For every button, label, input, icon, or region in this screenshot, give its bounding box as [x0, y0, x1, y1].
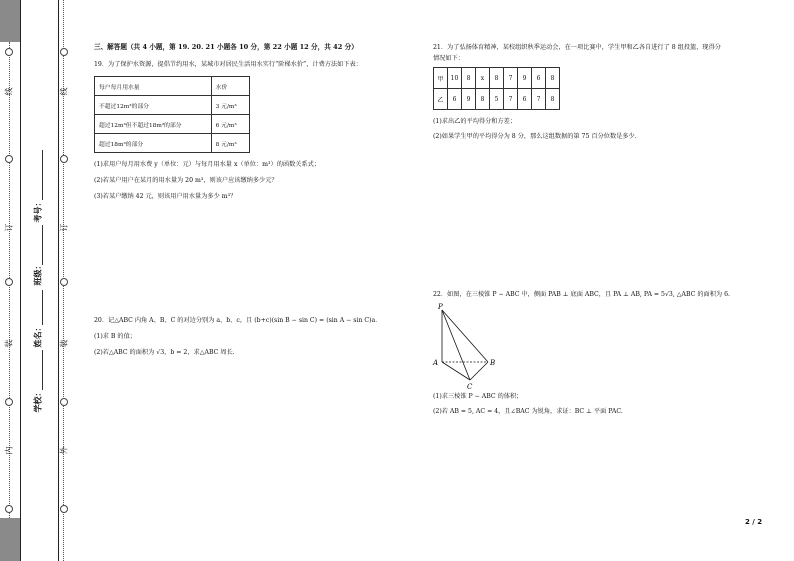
- exam-number-blank[interactable]: [42, 150, 43, 200]
- water-price-table: [94, 76, 250, 153]
- binding-char: 装: [4, 339, 14, 348]
- q21-part1: (1)求出乙的平均得分和方差；: [433, 118, 517, 125]
- edge-pb: [442, 310, 488, 362]
- binding-char: 线: [59, 87, 69, 96]
- q21-stem-continued: 情况如下：: [433, 55, 464, 62]
- q22-stem: 22．如图，在三棱锥 P − ABC 中，侧面 PAB ⊥ 底面 ABC，且 PA ⊥ AB, PA = 5√3, △ABC 的面积为 6.: [433, 291, 730, 298]
- table-cell: 9: [462, 89, 476, 110]
- binding-char: 订: [59, 223, 69, 232]
- q22-part1: (1)求三棱锥 P − ABC 的体积；: [433, 393, 523, 400]
- table-cell: 8: [476, 89, 490, 110]
- q21-part2: (2)如果学生甲的平均得分为 8 分，那么这组数据的第 75 百分位数是多少.: [433, 133, 637, 140]
- table-cell: 乙: [434, 89, 448, 110]
- q20-part2: (2)若△ABC 的面积为 √3，b = 2，求△ABC 周长.: [94, 349, 235, 356]
- table-cell: 甲: [434, 68, 448, 89]
- binding-circle: [60, 278, 68, 286]
- q22-part2: (2)若 AB = 5, AC = 4，且∠BAC 为锐角，求证：BC ⊥ 平面 PAC.: [433, 408, 623, 415]
- binding-char: 装: [59, 339, 69, 348]
- binding-circle: [5, 505, 13, 513]
- table-cell: 8: [546, 89, 560, 110]
- binding-char: 内: [4, 446, 14, 455]
- school-blank[interactable]: [42, 350, 43, 390]
- table-cell: 6: [518, 89, 532, 110]
- binding-circle: [5, 155, 13, 163]
- table-header-cell: 每户每月用水量: [95, 77, 212, 96]
- table-header-cell: 水价: [211, 77, 249, 96]
- vertex-label-a: A: [433, 359, 439, 367]
- table-cell: 10: [448, 68, 462, 89]
- table-row: [95, 134, 250, 153]
- q19-part3: (3)若某户缴纳 42 元，则该用户用水量为多少 m³？: [94, 193, 237, 200]
- table-cell: 9: [518, 68, 532, 89]
- q19-part1: (1)求用户每月用水费 y（单位：元）与每月用水量 x（单位：m³）的函数关系式；: [94, 161, 321, 168]
- binding-circle: [60, 48, 68, 56]
- binding-circle: [5, 48, 13, 56]
- vertex-label-c: C: [467, 383, 473, 390]
- table-cell: 7: [504, 89, 518, 110]
- q20-stem: 20．记△ABC 内角 A、B、C 的对边分别为 a、b、c，且 (b+c)(sin B − sin C) = (sin A − sin C)a．: [94, 317, 382, 324]
- table-cell: 8: [490, 68, 504, 89]
- binding-strip: [0, 0, 58, 561]
- page-number: 2 / 2: [745, 518, 763, 526]
- binding-circle: [60, 505, 68, 513]
- exam-number-label: 考号：: [32, 198, 43, 223]
- table-cell: 超过12m³但不超过18m³的部分: [95, 115, 212, 134]
- strip-border-left: [20, 0, 21, 561]
- binding-char: 线: [4, 87, 14, 96]
- gray-band-top: [0, 0, 20, 42]
- vertex-label-p: P: [438, 303, 443, 311]
- class-label: 班级：: [32, 261, 43, 286]
- edge-ac: [442, 362, 470, 380]
- table-cell: 8: [546, 68, 560, 89]
- table-row: [434, 68, 560, 89]
- edge-bc: [470, 362, 488, 380]
- score-table: [433, 67, 560, 110]
- binding-circle: [60, 155, 68, 163]
- binding-circle: [60, 398, 68, 406]
- q20-part1: (1)求 B 的值；: [94, 333, 136, 340]
- table-row: [434, 89, 560, 110]
- table-cell: 超过18m³的部分: [95, 134, 212, 153]
- binding-circle: [5, 398, 13, 406]
- strip-border-right: [58, 0, 59, 561]
- table-cell: 6 元/m³: [211, 115, 249, 134]
- table-cell: 7: [504, 68, 518, 89]
- table-row: [95, 77, 250, 96]
- table-row: [95, 115, 250, 134]
- table-row: [95, 96, 250, 115]
- table-cell: 7: [532, 89, 546, 110]
- table-cell: 不超过12m³的部分: [95, 96, 212, 115]
- vertex-label-b: B: [490, 359, 496, 367]
- binding-char: 外: [59, 446, 69, 455]
- q19-stem: 19．为了保护水资源，提倡节约用水，某城市对居民生活用水实行“阶梯水价”，计费方法如下表：: [94, 61, 362, 68]
- table-cell: 5: [490, 89, 504, 110]
- binding-circle: [5, 278, 13, 286]
- table-cell: x: [476, 68, 490, 89]
- name-label: 姓名：: [32, 323, 43, 348]
- pyramid-figure: [430, 302, 510, 390]
- table-cell: 8: [462, 68, 476, 89]
- school-label: 学校：: [32, 388, 43, 413]
- q21-stem: 21．为了弘扬体育精神，某校组织秋季运动会，在一项比赛中，学生甲和乙各自进行了 8 组投篮，现得分: [433, 44, 721, 51]
- edge-pc: [442, 310, 470, 380]
- class-blank[interactable]: [42, 225, 43, 265]
- binding-char: 订: [4, 223, 14, 232]
- table-cell: 3 元/m³: [211, 96, 249, 115]
- gray-band-bottom: [0, 518, 20, 561]
- section-header: 三、解答题（共 4 小题，第 19. 20. 21 小题各 10 分，第 22 小题 12 分，共 42 分）: [94, 43, 358, 51]
- table-cell: 8 元/m³: [211, 134, 249, 153]
- q19-part2: (2)若某户用户在某月的用水量为 20 m³，则该户应该缴纳多少元？: [94, 177, 278, 184]
- name-blank[interactable]: [42, 290, 43, 325]
- table-cell: 6: [448, 89, 462, 110]
- table-cell: 6: [532, 68, 546, 89]
